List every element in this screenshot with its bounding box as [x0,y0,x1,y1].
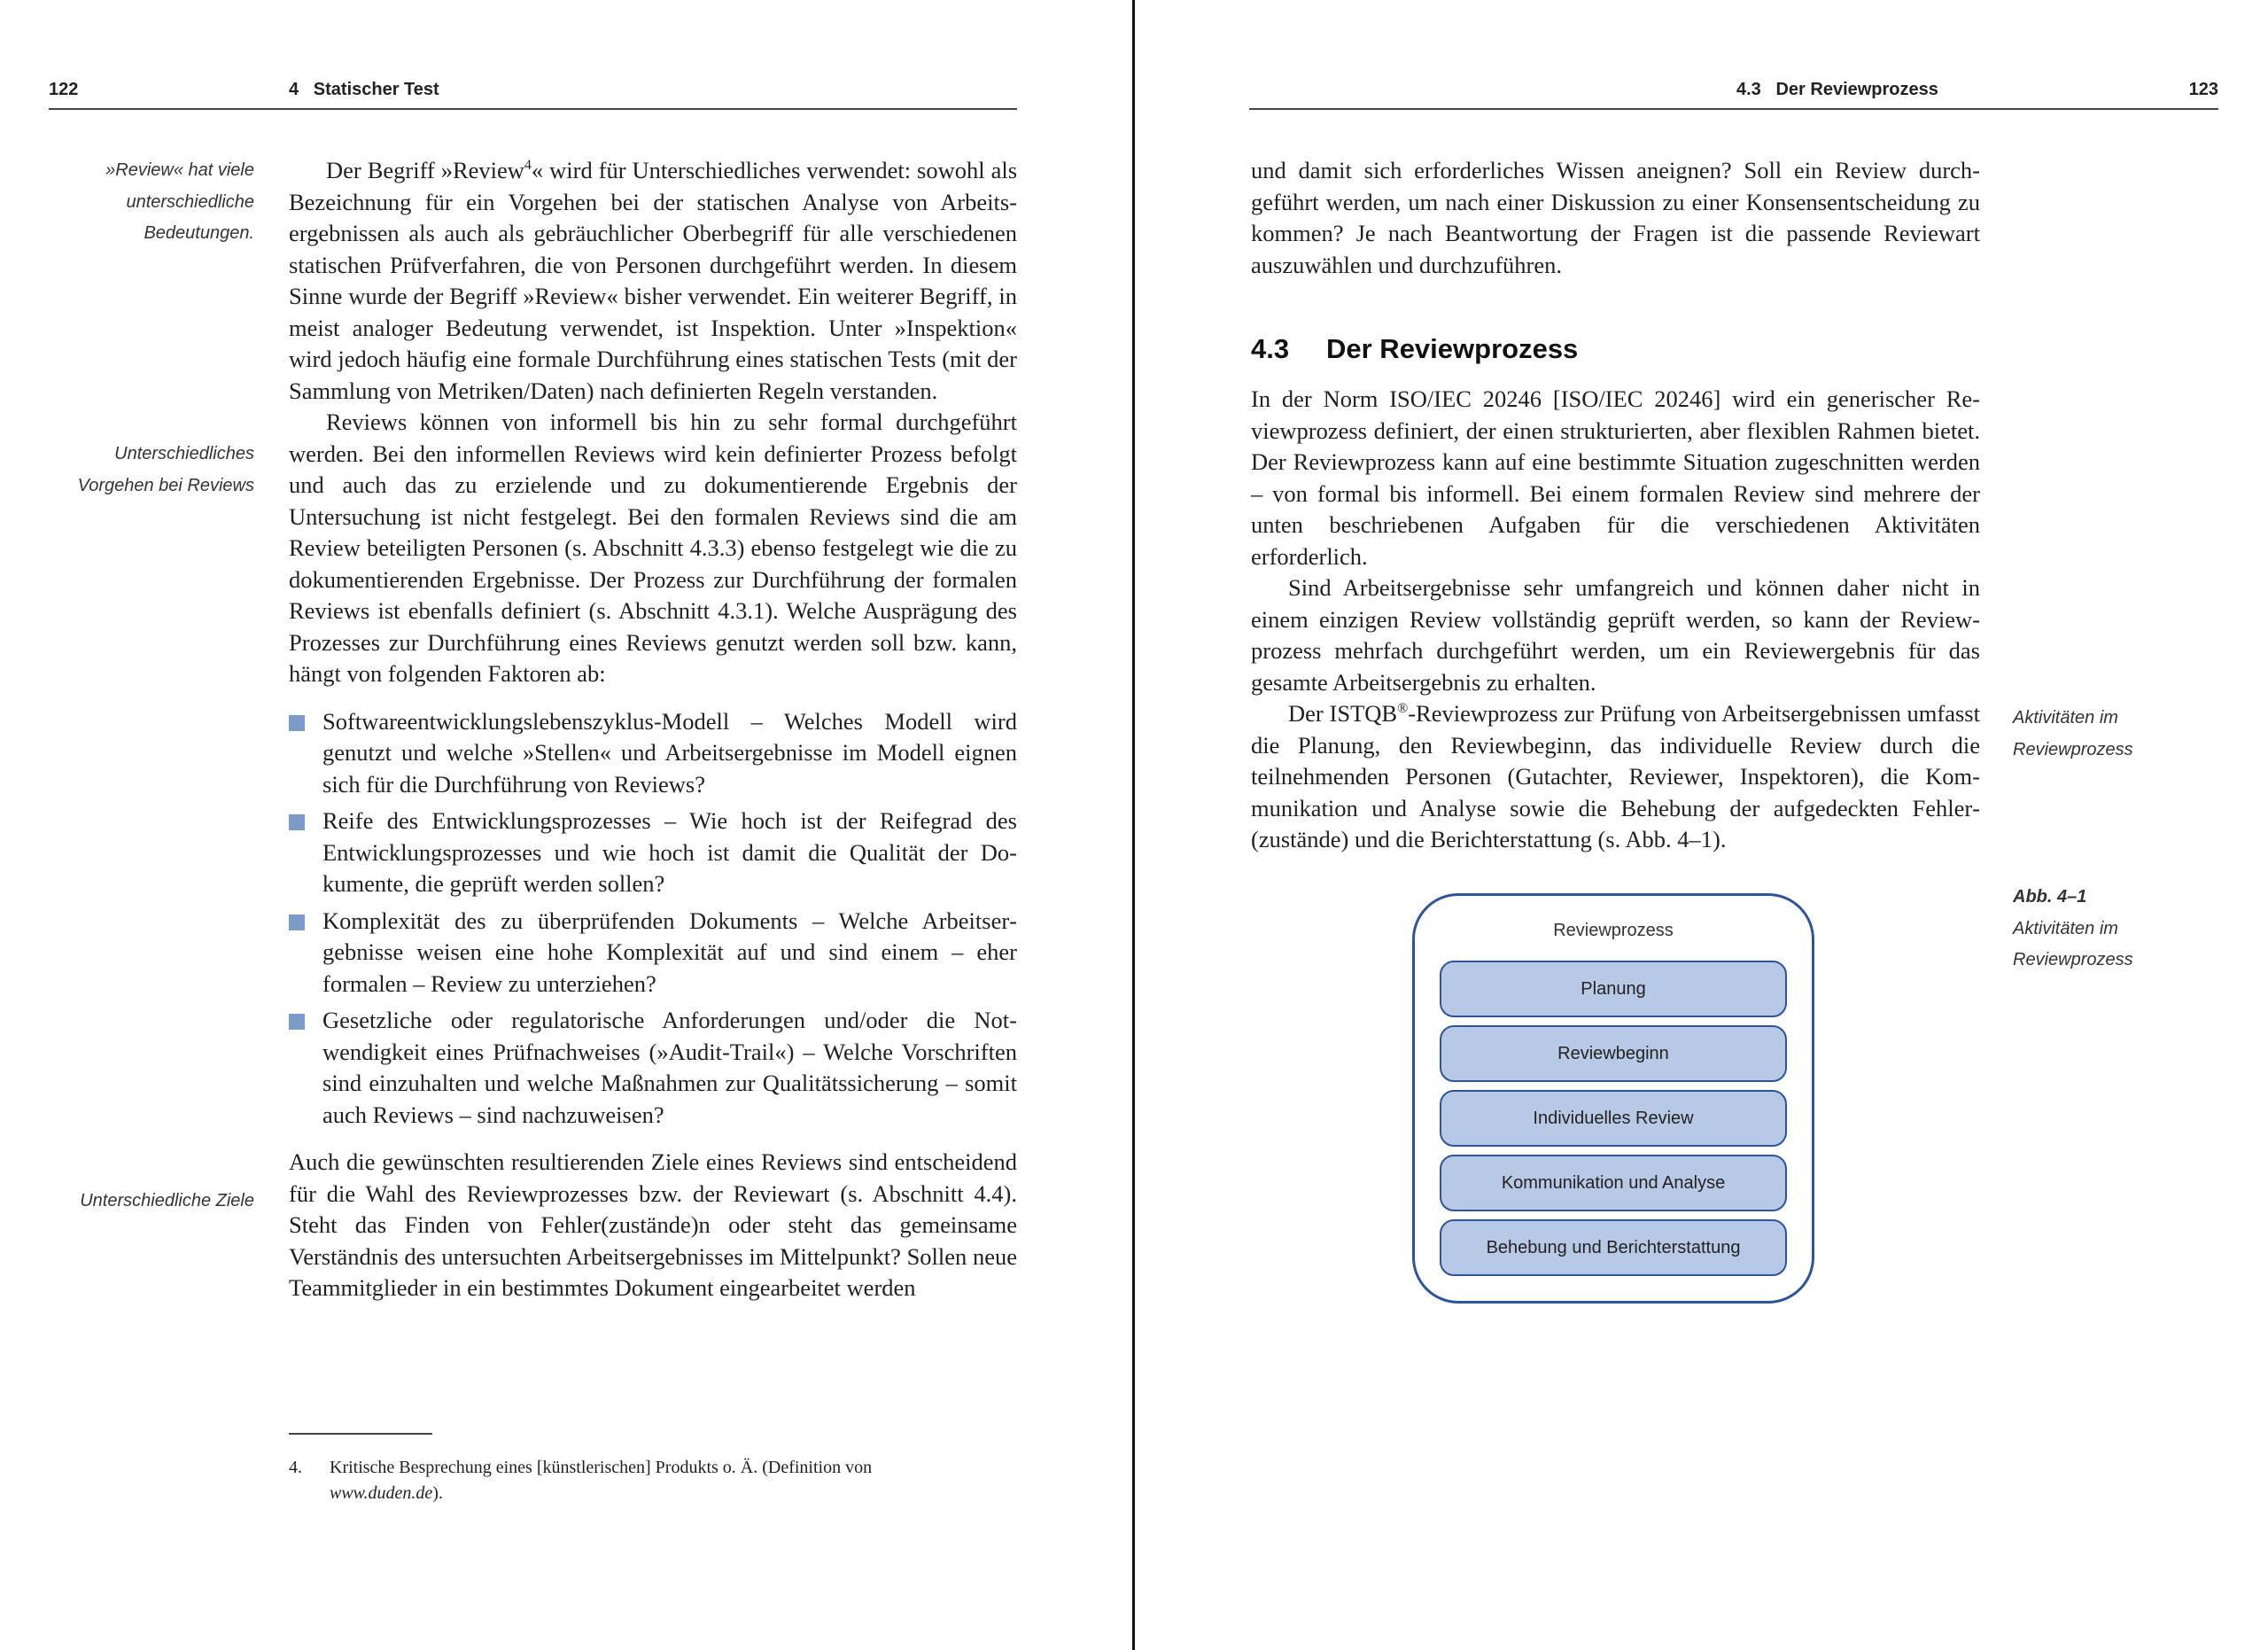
paragraph-istqb-process: Der ISTQB®-Reviewprozess zur Prüfung von Arbeitsergebnissen umfasst die Planung, den Reviewbeginn, das individuelle Review durch die teilnehmenden Personen (Gutachter, Reviewer, Inspektoren), die Kommunikation und Analyse sowie die Behebung der aufgedeckten Fehler(zustände) und die Berichterstattung (s. Abb. 4–1). [1251,700,1980,852]
section-header: 4.3 Der Reviewprozess [1736,80,1938,99]
footnote [289,1455,955,1506]
margin-note-different-goals: Unterschiedliche Ziele [80,1191,254,1210]
margin-note-activities: Aktivitäten im Reviewprozess [2013,708,2133,759]
page-number-left: 122 [49,80,79,99]
section-heading [1251,333,1578,365]
step-planning: Planung [1440,961,1787,1017]
right-continued-text [1251,155,1980,281]
step-fixing-reporting: Behebung und Berichterstattung [1440,1219,1787,1276]
footnote-number: 4. [289,1458,302,1477]
section-heading-title: Der Reviewprozess [1326,333,1579,364]
header-rule-right [1249,108,2218,110]
bullet-square-icon [289,715,305,731]
right-body-text [1251,384,1980,856]
page-number-right: 123 [2188,80,2218,99]
figure-label: Abb. 4–1 [2013,887,2087,907]
list-item: Softwareentwicklungslebenszyklus-Modell – Welches Modell wird genutzt und welche »Stellen« und Arbeitsergebnisse im Modell eignen sich für die Durchführung von Reviews? [289,706,1017,801]
figure-caption: Abb. 4–1 Aktivitäten im Reviewprozess [2013,882,2234,977]
page-divider [1132,0,1135,1650]
step-communication-analysis: Kommunikation und Analyse [1440,1155,1787,1211]
paragraph-large-results: Sind Arbeitsergebnisse sehr umfangreich und können daher nicht in einem einzigen Review vollständig geprüft werden, so kann der Reviewprozess mehrfach durchgeführt werden, um ein Reviewergebnis für das gesamte Arbeitsergebnis zu erhalten. [1251,574,1980,696]
review-process-diagram [1412,893,1814,1304]
paragraph-iso-norm: In der Norm ISO/IEC 20246 [ISO/IEC 20246] wird ein generischer Reviewprozess definiert, der einen strukturierten, aber flexiblen Rahmen bietet. Der Reviewprozess kann auf eine bestimmte Situation zugeschnitten werden – von formal bis informell. Bei einem formalen Review sind mehrere der unten beschriebenen Aufgaben für die verschiedenen Aktivitäten erforderlich. [1251,385,1980,570]
paragraph-review-term: Der Begriff »Review$^4$« wird für Unterschiedliches verwendet: sowohl als Bezeichnung für ein Vorgehen bei der statischen Analyse von Arbeitsergebnissen als auch als gebräuchlicher Oberbegriff für alle verschiedenen statischen Prüfverfahren, die von Personen durchgeführt werden. In diesem Sinne wurde der Begriff »Review« bisher verwendet. Ein weiterer Begriff, in meist analoger Bedeutung verwendet, ist Inspektion. Unter »Inspektion« wird jedoch häufig eine formale Durchführung eines statischen Tests (mit der Sammlung von Metriken/Daten) nach definierten Regeln verstanden. [289,157,1018,404]
diagram-title: Reviewprozess [1553,921,1674,940]
list-item: Gesetzliche oder regulatorische Anforderungen und/oder die Notwendigkeit eines Prüfnachweises (»Audit-Trail«) – Welche Vorschriften sind einzuhalten und welche Maßnahmen zur Qualitätssicherung – somit auch Reviews – sind nachzuweisen? [289,1005,1017,1131]
paragraph-review-goals: Auch die gewünschten resultierenden Ziele eines Reviews sind entscheidend für die Wahl des Reviewprozesses bzw. der Reviewart (s. Abschnitt 4.4). Steht das Finden von Fehler(zustände)n oder steht das gemeinsame Verständnis des untersuchten Arbeitsergebnisses im Mittelpunkt? Sollen neue Teammitglieder in ein bestimmtes Dokument eingearbeitet werden [289,1148,1017,1301]
bullet-square-icon [289,915,305,930]
header-rule-left [49,108,1017,110]
list-item: Komplexität des zu überprüfenden Dokuments – Welche Arbeitsergebnisse weisen eine hohe Komplexität auf und sind einem – eher formalen – Review zu unterziehen? [289,906,1017,1000]
list-item: Reife des Entwicklungsprozesses – Wie hoch ist der Reifegrad des Entwicklungsprozesses und wie hoch ist damit die Qualität der Dokumente, die geprüft werden sollen? [289,806,1017,900]
footnote-rule [289,1433,432,1435]
left-body-text [289,155,1017,1304]
factor-list [289,706,1017,1132]
footnote-text: Kritische Besprechung eines [künstlerischen] Produkts o. Ä. (Definition von www.duden.de). [330,1458,873,1503]
bullet-square-icon [289,814,305,830]
margin-note-review-meanings: »Review« hat viele unterschiedliche Bedeutungen. [105,160,254,243]
chapter-header: 4 Statischer Test [289,80,439,99]
footnote-link[interactable]: www.duden.de [330,1483,433,1503]
step-individual-review: Individuelles Review [1440,1090,1787,1147]
paragraph-review-formality: Reviews können von informell bis hin zu sehr formal durchgeführt werden. Bei den informellen Reviews wird kein definierter Prozess befolgt und auch das zu erzielende und zu dokumentierende Ergebnis der Untersuchung ist nicht festgelegt. Bei den formalen Reviews sind die am Review beteiligten Personen (s. Abschnitt 4.3.3) ebenso festgelegt wie die zu dokumentierenden Ergebnisse. Der Prozess zur Durchführung der formalen Reviews ist ebenfalls definiert (s. Abschnitt 4.3.1). Welche Ausprägung des Prozesses zur Durchführung eines Reviews genutzt werden soll bzw. kann, hängt von folgenden Faktoren ab: [289,409,1017,687]
step-review-start: Reviewbeginn [1440,1025,1787,1082]
margin-note-different-procedures: Unterschiedliches Vorgehen bei Reviews [77,444,254,495]
paragraph-continued: und damit sich erforderliches Wissen aneignen? Soll ein Review durchgeführt werden, um nach einer Diskussion zu einer Konsensentscheidung zu kommen? Je nach Beantwortung der Fragen ist die passende Reviewart auszuwählen und durchzuführen. [1251,157,1980,278]
bullet-square-icon [289,1014,305,1030]
footnote-ref[interactable]: 4 [524,158,532,174]
section-heading-number: 4.3 [1251,333,1290,364]
